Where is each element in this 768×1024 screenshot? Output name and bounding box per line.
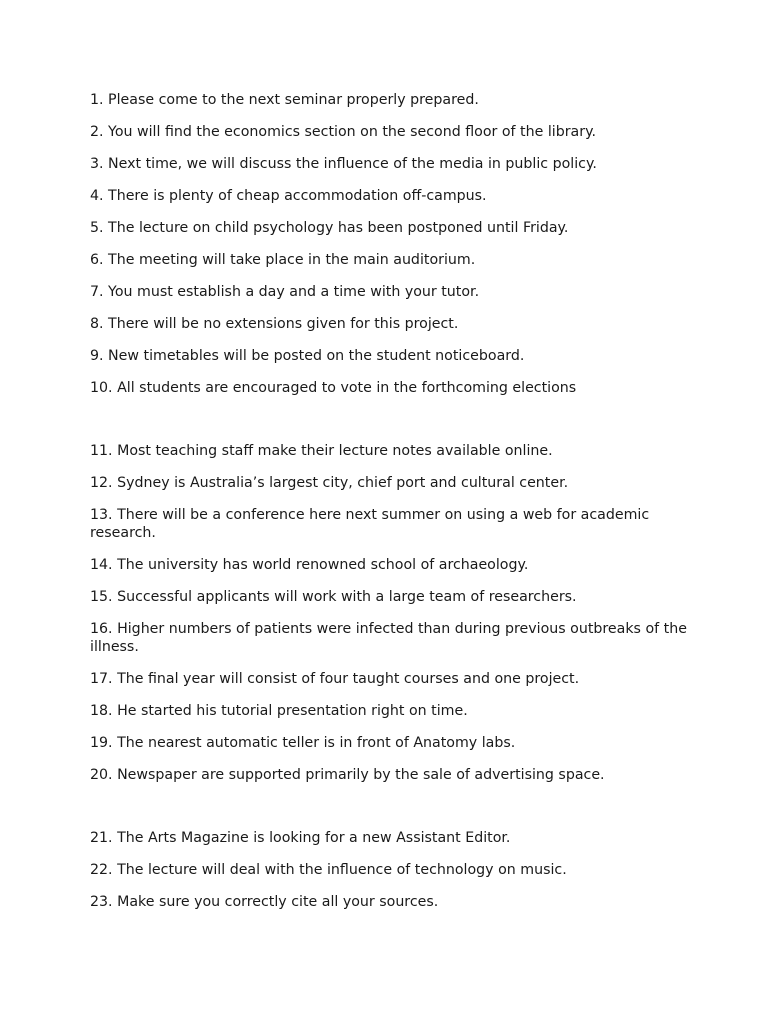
sentence-item: 18. He started his tutorial presentation right on time. bbox=[90, 703, 468, 719]
sentence-item: 4. There is plenty of cheap accommodation off-campus. bbox=[90, 188, 487, 204]
sentence-item: 15. Successful applicants will work with a large team of researchers. bbox=[90, 589, 577, 605]
sentence-item: 1. Please come to the next seminar properly prepared. bbox=[90, 92, 479, 108]
sentence-item: 11. Most teaching staff make their lecture notes available online. bbox=[90, 443, 553, 459]
sentence-item: 5. The lecture on child psychology has been postponed until Friday. bbox=[90, 220, 569, 236]
sentence-item: 6. The meeting will take place in the main auditorium. bbox=[90, 252, 476, 268]
sentence-item: 13. There will be a conference here next summer on using a web for academic research. bbox=[90, 507, 650, 541]
sentence-item: 19. The nearest automatic teller is in front of Anatomy labs. bbox=[90, 735, 516, 751]
sentence-item: 10. All students are encouraged to vote in the forthcoming elections bbox=[90, 380, 577, 396]
sentence-item: 2. You will find the economics section on the second floor of the library. bbox=[90, 124, 596, 140]
sentence-item: 12. Sydney is Australia’s largest city, chief port and cultural center. bbox=[90, 475, 569, 491]
sentence-item: 20. Newspaper are supported primarily by the sale of advertising space. bbox=[90, 767, 605, 783]
sentence-item: 7. You must establish a day and a time with your tutor. bbox=[90, 284, 480, 300]
sentence-item: 22. The lecture will deal with the influence of technology on music. bbox=[90, 862, 567, 878]
sentence-item: 9. New timetables will be posted on the student noticeboard. bbox=[90, 348, 525, 364]
sentence-item: 16. Higher numbers of patients were infected than during previous outbreaks of the illness. bbox=[90, 621, 687, 655]
sentence-list bbox=[90, 91, 690, 925]
sentence-item: 3. Next time, we will discuss the influence of the media in public policy. bbox=[90, 156, 597, 172]
sentence-item: 17. The final year will consist of four taught courses and one project. bbox=[90, 671, 580, 687]
group-spacer bbox=[90, 798, 690, 829]
sentence-item: 8. There will be no extensions given for this project. bbox=[90, 316, 459, 332]
group-spacer bbox=[90, 411, 690, 442]
sentence-item: 23. Make sure you correctly cite all your sources. bbox=[90, 894, 439, 910]
sentence-item: 14. The university has world renowned school of archaeology. bbox=[90, 557, 529, 573]
sentence-item: 21. The Arts Magazine is looking for a new Assistant Editor. bbox=[90, 830, 511, 846]
